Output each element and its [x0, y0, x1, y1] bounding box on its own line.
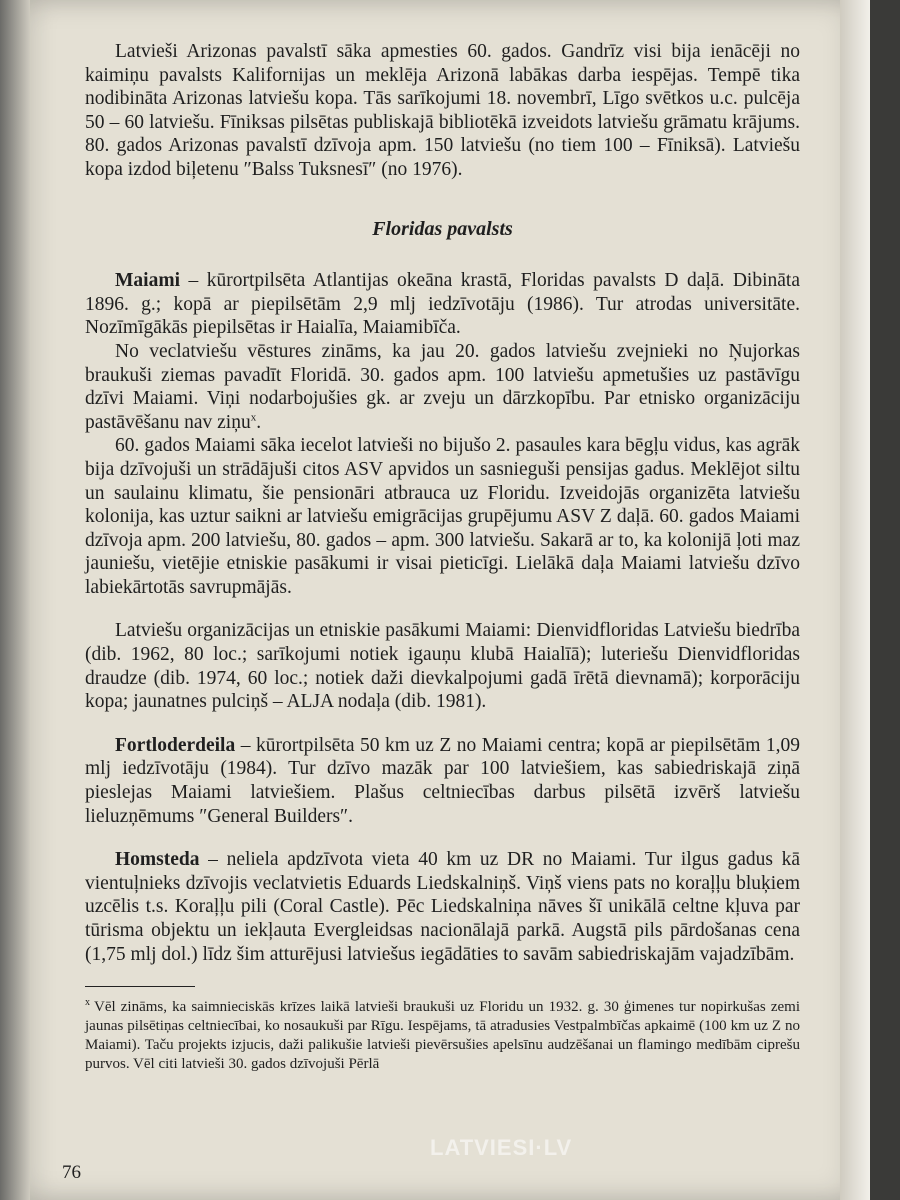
page-number: 76	[62, 1162, 81, 1183]
homsteda-definition: – neliela apdzīvota vieta 40 km uz DR no Maiami. Tur ilgus gadus kā vientuļnieks dzīvojis veclatvietis Eduards Liedskalniņš. Viņš viens pats no koraļļu bluķiem uzcēlis t.s. Koraļļu pili (Coral Castle). Pēc Liedskalniņa nāves šī unikālā celtne kļuva par tūrisma objektu un iekļauta Evergleidsas nacionālajā parkā. Augstā pils pārdošanas cena (1,75 mlj dol.) līdz šim atturējusi latviešus iegādāties to savām sabiedriskajām vajadzībām.	[85, 849, 800, 965]
maiami-term: Maiami	[115, 270, 180, 292]
homsteda-entry	[85, 848, 800, 966]
maiami-history-end: .	[256, 411, 262, 433]
page-edge	[840, 0, 870, 1200]
footnote	[85, 993, 800, 1074]
footnote-reference: x	[250, 411, 257, 424]
maiami-entry	[85, 269, 800, 340]
intro-paragraph: Latvieši Arizonas pavalstī sāka apmesties 60. gados. Gandrīz visi bija ienācēji no kaimiņu pavalsts Kalifornijas un meklēja Arizonā labākas darba iespējas. Tempē tika nodibināta Arizonas latviešu kopa. Tās sarīkojumi 18. novembrī, Līgo svētkos u.c. pulcēja 50 – 60 latviešu. Fīniksas pilsētas publiskajā bibliotēkā izveidots latviešu grāmatu krājums. 80. gados Arizonas pavalstī dzīvoja apm. 150 latviešu (no tiem 100 – Fīniksā). Latviešu kopa izdod biļetenu ″Balss Tuksnesī″ (no 1976).	[85, 41, 800, 180]
footnote-divider	[85, 986, 195, 987]
section-heading: Floridas pavalsts	[372, 217, 513, 240]
fortloderdeila-entry	[85, 734, 800, 828]
maiami-organizations-paragraph: Latviešu organizācijas un etniskie pasākumi Maiami: Dienvidfloridas Latviešu biedrība (dib. 1962, 80 loc.; sarīkojumi notiek igauņu klubā Haialīā); luteriešu Dienvidfloridas draudze (dib. 1974, 60 loc.; notiek daži dievkalpojumi gadā īrētā dievnamā); korporāciju kopa; jaunatnes pulciņš – ALJA nodaļa (dib. 1981).	[85, 620, 800, 713]
footnote-mark: x	[85, 997, 90, 1009]
book-gutter-shadow	[0, 0, 30, 1200]
maiami-history-text: No veclatviešu vēstures zināms, ka jau 20. gados latviešu zvejnieki no Ņujorkas braukuši ziemas pavadīt Floridā. 30. gados apm. 100 latviešu apmetušies uz pastāvīgu dzīvi Maiami. Viņi nodarbojušies gk. ar zveju un dārzkopību. Par etnisko organizāciju pastāvēšanu nav ziņu	[85, 340, 800, 433]
fortloderdeila-term: Fortloderdeila	[115, 734, 236, 756]
footnote-text: Vēl zināms, ka saimnieciskās krīzes laikā latvieši braukuši uz Floridu un 1932. g. 30 ģimenes tur nopirkušas zemi jaunas pilsētiņas celtniecībai, ko nosaukuši par Rīgu. Iespējams, tā atradusies Vestpalmbīčas apkaimē (100 km uz Z no Maiami). Taču projekts izjucis, daži palikušie latvieši pievērsušies apelsīnu audzēšanai un flamingo medībām ciprešu purvos. Vēl citi latvieši 30. gados dzīvojuši Pērlā	[85, 999, 800, 1073]
maiami-history-paragraph	[85, 340, 800, 434]
maiami-immigration-paragraph: 60. gados Maiami sāka iecelot latvieši no bijušo 2. pasaules kara bēgļu vidus, kas agrāk bija dzīvojuši un strādājuši citos ASV apvidos un sasnieguši pensijas gadus. Meklējot siltu un saulainu klimatu, šie pensionāri atbrauca uz Floridu. Izveidojās organizēta latviešu kolonija, kas uztur saikni ar latviešu emigrācijas grupējumu ASV Z daļā. 60. gados Maiami dzīvoja apm. 200 latviešu, 80. gados – apm. 300 latviešu. Sakarā ar to, ka kolonijā ļoti maz jauniešu, vietējie etniskie pasākumi ir visai pieticīgi. Lielākā daļa Maiami latviešu dzīvo labiekārtotās savrupmājās.	[85, 435, 800, 598]
maiami-definition: – kūrortpilsēta Atlantijas okeāna krastā, Floridas pavalsts D daļā. Dibināta 1896. g.; kopā ar piepilsētām 2,9 mlj iedzīvotāju (1986). Tur atrodas universitāte. Nozīmīgākās piepilsētas ir Haialīa, Maiamibīča.	[85, 270, 800, 339]
homsteda-term: Homsteda	[115, 849, 200, 871]
page-content	[85, 40, 800, 1074]
fortloderdeila-definition: – kūrortpilsēta 50 km uz Z no Maiami centra; kopā ar piepilsētām 1,09 mlj iedzīvotāju (1984). Tur dzīvo mazāk par 100 latviešiem, kas sabiedriskajā ziņā pieslejas Maiami latviešiem. Plašus celtniecības darbus pilsētā izvērš latviešu lieluzņēmums ″General Builders″.	[85, 734, 800, 827]
watermark: LATVIESI·LV	[430, 1135, 573, 1160]
